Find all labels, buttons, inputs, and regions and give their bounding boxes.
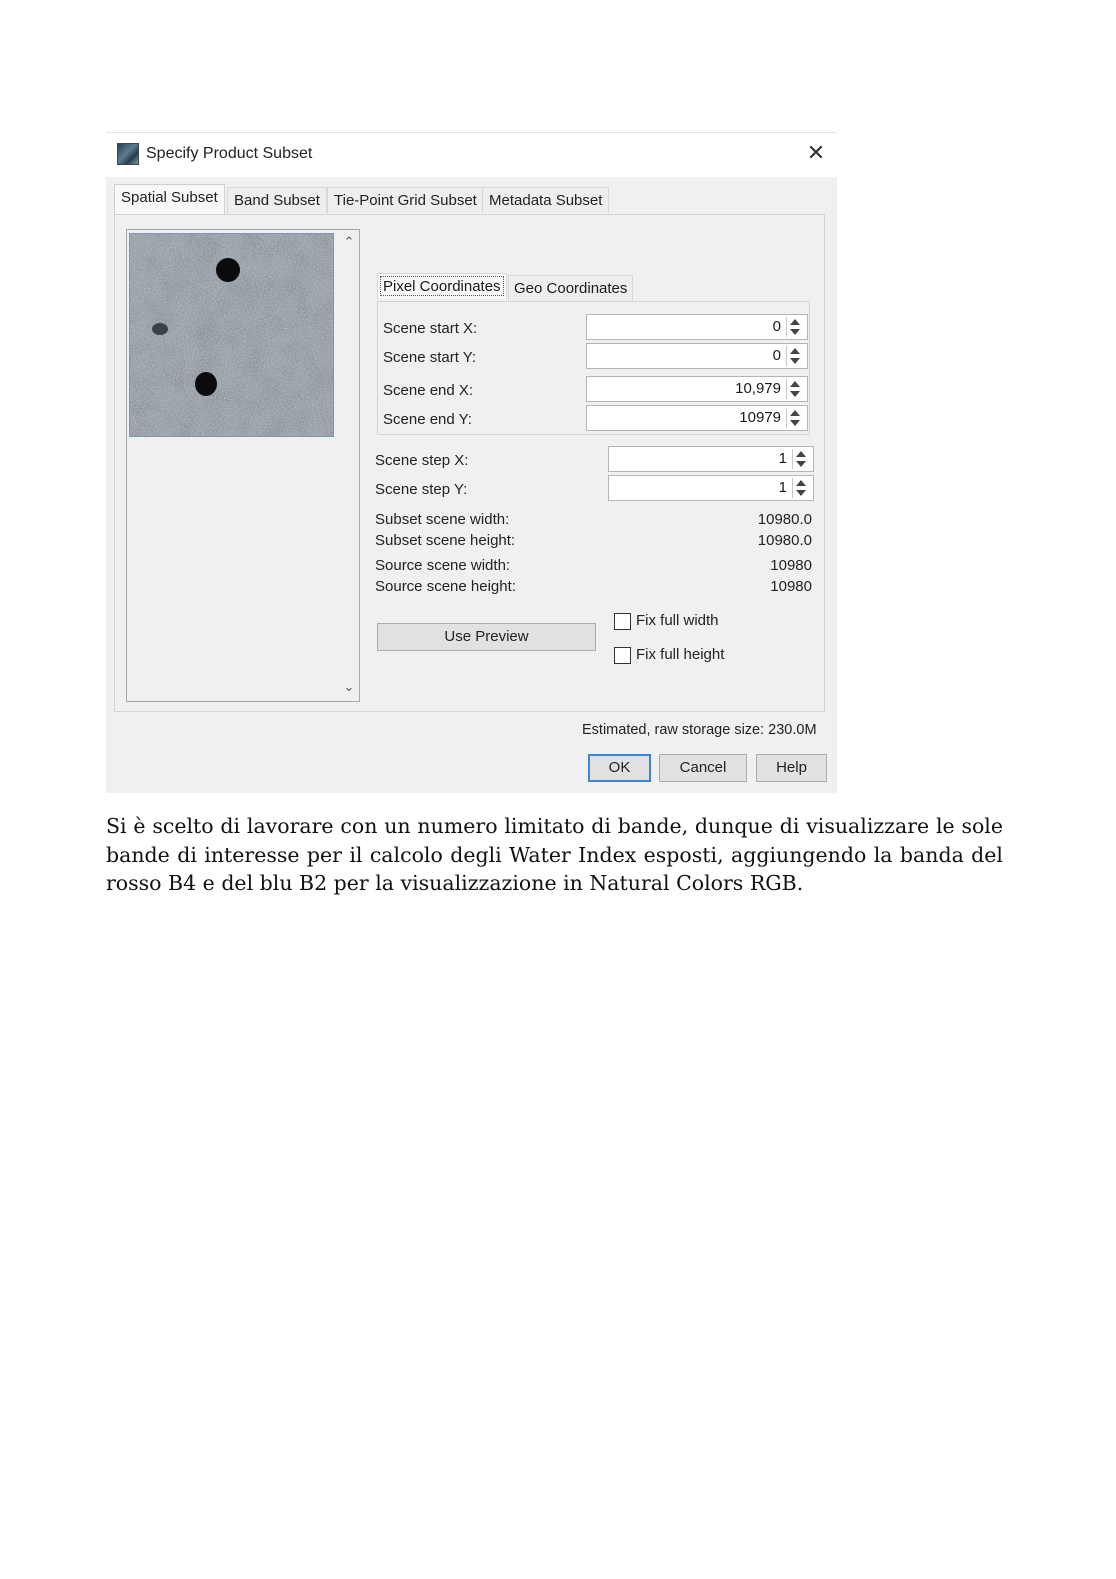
scene-step-y-spinner[interactable]	[608, 475, 814, 501]
spinner-arrows-icon[interactable]	[786, 379, 805, 399]
fix-full-height-checkbox[interactable]	[614, 647, 631, 664]
snap-app-icon	[117, 143, 139, 165]
scroll-up-arrow-icon[interactable]: ⌃	[343, 234, 355, 249]
tab-band-subset[interactable]: Band Subset	[227, 187, 327, 213]
scene-step-y-value[interactable]: 1	[778, 479, 787, 496]
source-scene-height-label: Source scene height:	[375, 578, 516, 595]
ok-button[interactable]: OK	[588, 754, 651, 782]
satellite-image	[130, 234, 334, 437]
thumbnail-preview-pane[interactable]	[126, 229, 360, 702]
spinner-arrows-icon[interactable]	[786, 346, 805, 366]
scene-end-y-spinner[interactable]	[586, 405, 808, 431]
scene-end-x-value[interactable]: 10,979	[735, 380, 781, 397]
pixel-coordinates-panel	[377, 301, 810, 435]
title-bar	[106, 133, 837, 177]
tab-pixel-coordinates[interactable]: Pixel Coordinates	[377, 273, 507, 299]
tab-spatial-subset[interactable]: Spatial Subset	[114, 184, 225, 214]
dialog-title: Specify Product Subset	[146, 145, 313, 162]
scene-start-x-spinner[interactable]	[586, 314, 808, 340]
close-icon[interactable]: ✕	[806, 140, 826, 165]
scene-end-y-value[interactable]: 10979	[739, 409, 781, 426]
use-preview-button[interactable]: Use Preview	[377, 623, 596, 651]
scene-start-x-value[interactable]: 0	[772, 318, 781, 335]
fix-full-width-label[interactable]: Fix full width	[636, 612, 719, 629]
subset-scene-width-value: 10980.0	[757, 511, 812, 528]
subset-scene-height-label: Subset scene height:	[375, 532, 516, 549]
source-scene-width-label: Source scene width:	[375, 557, 511, 574]
scene-start-y-value[interactable]: 0	[772, 347, 781, 364]
fix-full-width-checkbox[interactable]	[614, 613, 631, 630]
scene-end-x-label: Scene end X:	[383, 382, 474, 399]
spatial-subset-panel	[114, 214, 825, 712]
tab-geo-coordinates[interactable]: Geo Coordinates	[508, 275, 633, 301]
spinner-arrows-icon[interactable]	[786, 408, 805, 428]
storage-size-label: Estimated, raw storage size: 230.0M	[582, 722, 817, 738]
scene-start-y-label: Scene start Y:	[383, 349, 477, 366]
help-button[interactable]: Help	[756, 754, 827, 782]
specify-product-subset-dialog	[106, 132, 837, 793]
spinner-arrows-icon[interactable]	[792, 449, 811, 469]
scene-start-x-label: Scene start X:	[383, 320, 478, 337]
spinner-arrows-icon[interactable]	[792, 478, 811, 498]
tab-tie-point-grid-subset[interactable]: Tie-Point Grid Subset	[327, 187, 484, 213]
tab-metadata-subset[interactable]: Metadata Subset	[482, 187, 609, 213]
scene-step-y-label: Scene step Y:	[375, 481, 468, 498]
cancel-button[interactable]: Cancel	[659, 754, 747, 782]
scene-step-x-value[interactable]: 1	[778, 450, 787, 467]
fix-full-height-label[interactable]: Fix full height	[636, 646, 725, 663]
subset-scene-height-value: 10980.0	[757, 532, 812, 549]
scroll-down-arrow-icon[interactable]: ⌄	[343, 679, 355, 694]
scene-start-y-spinner[interactable]	[586, 343, 808, 369]
scene-step-x-spinner[interactable]	[608, 446, 814, 472]
satellite-thumbnail[interactable]	[129, 233, 334, 437]
source-scene-width-value: 10980	[770, 557, 812, 574]
source-scene-height-value: 10980	[770, 578, 812, 595]
scene-step-x-label: Scene step X:	[375, 452, 469, 469]
spinner-arrows-icon[interactable]	[786, 317, 805, 337]
scene-end-y-label: Scene end Y:	[383, 411, 472, 428]
subset-scene-width-label: Subset scene width:	[375, 511, 510, 528]
body-paragraph: Si è scelto di lavorare con un numero limitato di bande, dunque di visualizzare le sole bande di interesse per il calcolo degli Water Index esposti, aggiungendo la banda del rosso B4 e del blu B2 per la visualizzazione in Natural Colors RGB.	[106, 814, 1003, 895]
scene-end-x-spinner[interactable]	[586, 376, 808, 402]
